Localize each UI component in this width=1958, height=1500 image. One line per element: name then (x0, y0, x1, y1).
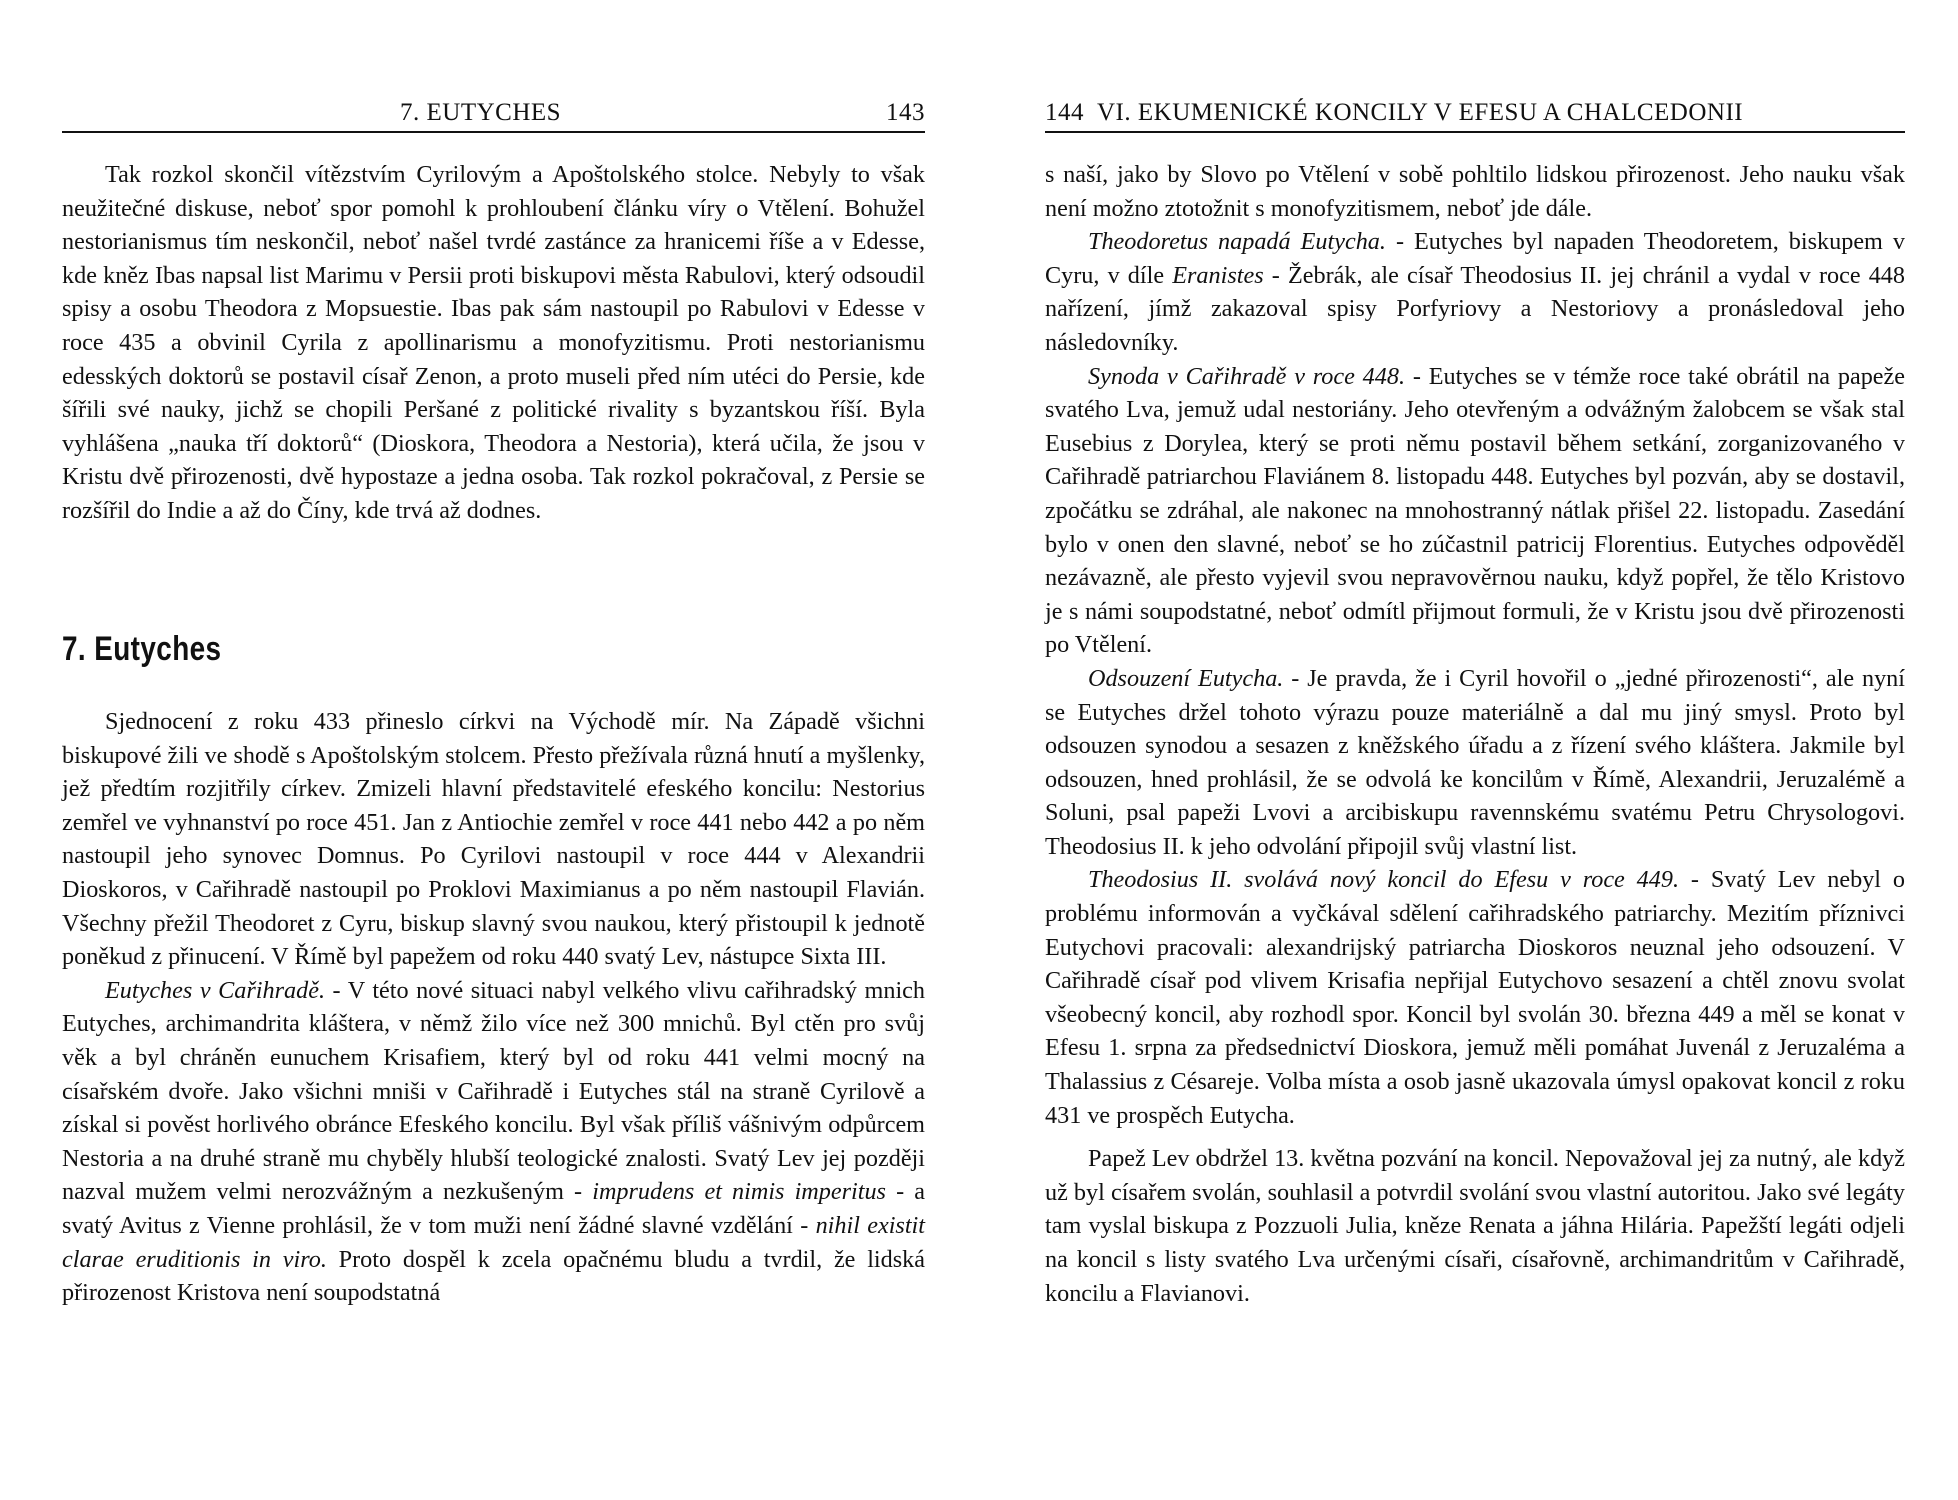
right-page (1045, 0, 1905, 1500)
page-number: 144 (1045, 99, 1084, 126)
running-head-right (1045, 95, 1905, 133)
run-in-heading: Odsouzení Eutycha. (1088, 664, 1284, 692)
running-title: VI. EKUMENICKÉ KONCILY V EFESU A CHALCEDONII (1097, 99, 1744, 126)
run-in-heading: Synoda v Cařihradě v roce 448. (1088, 362, 1406, 390)
left-body-top (62, 158, 925, 528)
text: - a svatý Avitus z Vienne prohlásil, že v tom muži není žádné slavné vzdělání - (62, 1178, 925, 1239)
run-in-heading: Theodosius II. svolává nový koncil do Efesu v roce 449. (1088, 866, 1679, 894)
page-number: 143 (886, 99, 925, 126)
paragraph (1045, 863, 1905, 1132)
text: - Eutyches byl napaden Theodoretem, biskupem v Cyru, v díle (1045, 228, 1905, 289)
section-heading: 7. Eutyches (62, 630, 222, 668)
paragraph: Sjednocení z roku 433 přineslo církvi na Východě mír. Na Západě všichni biskupové žili ve shodě s Apoštolským stolcem. Přesto přežívala různá hnutí a myšlenky, jež předtím rozjitřily církev. Zmizeli hlavní představitelé efeského koncilu: Nestorius zemřel ve vyhnanství po roce 451. Jan z Antiochie zemřel v roce 441 nebo 442 a po něm nastoupil jeho synovec Domnus. Po Cyrilovi nastoupil v roce 444 v Alexandrii Dioskoros, v Cařihradě nastoupil po Proklovi Maximianus a po něm nastoupil Flavián. Všechny přežil Theodoret z Cyru, biskup slavný svou naukou, který přistoupil k jednotě poněkud z přinucení. V Římě byl papežem od roku 440 svatý Lev, nástupce Sixta III. (62, 708, 925, 971)
paragraph (1045, 360, 1905, 662)
run-in-heading: Theodoretus napadá Eutycha. (1088, 228, 1386, 256)
right-body (1045, 158, 1905, 1310)
work-title: Eranistes (1172, 261, 1264, 289)
paragraph: Papež Lev obdržel 13. května pozvání na koncil. Nepovažoval jej za nutný, ale když už byl císařem svolán, souhlasil a potvrdil svolání svou vlastní autoritou. Jako své legáty tam vyslal biskupa z Pozzuoli Julia, kněze Renata a jáhna Hiláriа. Papežští legáti odjeli na koncil s listy svatého Lva určenými císaři, císařovně, archimandritům v Cařihradě, koncilu a Flavianovi. (1045, 1145, 1905, 1307)
running-title: 7. EUTYCHES (400, 99, 562, 126)
text: Proto dospěl k zcela opačnému bludu a tvrdil, že lidská přirozenost Kristova není soupodstatná (62, 1245, 925, 1307)
text: - V této nové situaci nabyl velkého vlivu cařihradský mnich Eutyches, archimandrita kláštera, v němž žilo více než 300 mnichů. Byl ctěn pro svůj věk a byl chráněn eunuchem Krisafiem, který byl od roku 441 velmi mocný na císařském dvoře. Jako všichni mniši v Cařihradě i Eutyches stál na straně Cyrilově a získal si pověst horlivého obránce Efeského koncilu. Byl však příliš vášnivým odpůrcem Nestoria a na druhé straně mu chyběly hlubší teologické znalosti. Svatý Lev jej později nazval mužem velmi nerozvážným a nezkušeným - (62, 976, 925, 1206)
paragraph (1045, 662, 1905, 864)
run-in-heading: Eutyches v Cařihradě. (105, 976, 325, 1004)
text: - Je pravda, že i Cyril hovořil o „jedné přirozenosti“, ale nyní se Eutyches držel tohoto výrazu pouze materiálně a dal mu jiný smysl. Proto byl odsouzen synodou a sesazen z kněžského úřadu a z řízení svého kláštera. Jakmile byl odsouzen, hned prohlásil, že se odvolá ke koncilům v Římě, Alexandrii, Jeruzalémě a Soluni, psal papeži Lvovi a arcibiskupu ravennskému svatému Petru Chrysologovi. Theodosius II. k jeho odvolání připojil svůj vlastní list. (1045, 664, 1905, 860)
paragraph: Tak rozkol skončil vítězstvím Cyrilovým a Apoštolského stolce. Nebyly to však neužitečné diskuse, neboť spor pomohl k prohloubení článku víry o Vtělení. Bohužel nestorianismus tím neskončil, neboť našel tvrdé zastánce za hranicemi říše a v Edesse, kde kněz Ibas napsal list Marimu v Persii proti biskupovi města Rabulovi, který odsoudil spisy a osobu Theodora z Mopsuestie. Ibas pak sám nastoupil po Rabulovi v Edesse v roce 435 a obvinil Cyrila z apollinarismu a monofyzitismu. Proti nestorianismu edesských doktorů se postavil císař Zenon, a proto museli před ním utéci do Persie, kde šířili své nauky, jichž se chopili Peršané z politické rivality s byzantskou říší. Byla vyhlášena „nauka tří doktorů“ (Dioskora, Theodora a Nestoria), která učila, že jsou v Kristu dvě přirozenosti, dvě hypostaze a jedna osoba. Tak rozkol pokračoval, z Persie se rozšířil do Indie a až do Číny, kde trvá až dodnes. (62, 161, 925, 524)
running-head-left (62, 95, 925, 133)
left-body-section (62, 705, 925, 1310)
text: - Svatý Lev nebyl o problému informován a vyčkával sdělení cařihradského patriarchy. Mezitím příznivci Eutychovi pracovali: alexandrijský patriarcha Dioskoros neuznal jeho odsouzení. V Cařihradě císař pod vlivem Krisafia nepřijal Eutychovo sesazení a chtěl znovu svolat všeobecný koncil, aby rozhodl spor. Koncil byl svolán 30. března 449 a měl se konat v Efesu 1. srpna za předsednictví Dioskora, jemuž měli pomáhat Juvenál z Jeruzaléma a Thalassius z Césareje. Volba místa a osob jasně ukazovala úmysl opakovat koncil z roku 431 ve prospěch Eutycha. (1045, 866, 1905, 1129)
latin-quote: nihil existit clarae eruditionis in viro. (62, 1211, 925, 1273)
text: - Eutyches se v témže roce také obrátil na papeže svatého Lva, jemuž udal nestoriány. Jeho otevřeným a odvážným žalobcem se však stal Eusebius z Dorylea, který se proti němu postavil během setkání, zorganizovaného v Cařihradě patriarchou Flaviánem 8. listopadu 448. Eutyches byl pozván, aby se dostavil, zpočátku se zdráhal, ale nakonec na mnohostranný nátlak přišel 22. listopadu. Zasedání bylo v onen den slavné, neboť se ho zúčastnil patricij Florentius. Eutyches odpověděl nezávazně, ale přesto vyjevil svou nepravověrnou nauku, když popřel, že tělo Kristovo je s námi soupodstatné, neboť odmítl přijmout formuli, že v Kristu jsou dvě přirozenosti po Vtělení. (1045, 362, 1905, 659)
text: - Žebrák, ale císař Theodosius II. jej chránil a vydal v roce 448 nařízení, jímž zakazoval spisy Porfyriovy a Nestoriovy a pronásledoval jeho následovníky. (1045, 261, 1905, 356)
paragraph: s naší, jako by Slovo po Vtělení v sobě pohltilo lidskou přirozenost. Jeho nauku však není možno ztotožnit s monofyzitismem, neboť jde dále. (1045, 161, 1905, 222)
left-page (62, 0, 925, 1500)
paragraph (62, 974, 925, 1310)
latin-quote: imprudens et nimis imperitus (592, 1178, 886, 1206)
paragraph (1045, 225, 1905, 359)
